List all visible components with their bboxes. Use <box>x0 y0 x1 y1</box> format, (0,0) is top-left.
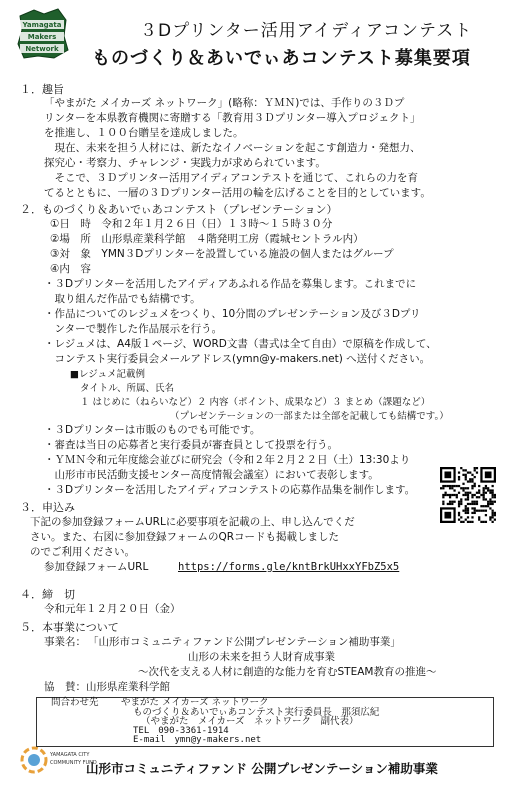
content-bullet: ・３Dプリンターは市販のものでも可能です。 <box>44 424 261 436</box>
section-5-heading: ５．本事業について <box>20 621 119 634</box>
section-1-line: リンターを本県教育機関に寄贈する「教育用３Ｄプリンター導入プロジェクト」 <box>44 112 421 124</box>
content-bullet: ・３Dプリンターを活用したアイディアあふれる作品を募集します。これまでに <box>44 278 417 290</box>
project-subtitle: 山形の未来を担う人財育成事業 <box>188 651 335 663</box>
footer-text: 山形市コミュニティファンド 公開プレゼンテーション補助事業 <box>86 761 438 776</box>
logo-line-1: Yamagata <box>22 21 62 29</box>
resume-heading: ■レジュメ記載例 <box>70 369 146 380</box>
section-3-line: 下記の参加登録フォームURLに必要事項を記載の上、申し込んでくだ <box>30 516 355 528</box>
section-3-heading: ３．申込み <box>20 501 75 514</box>
section-1-heading: １．趣旨 <box>20 83 64 96</box>
section-1-line: 「やまがた メイカーズ ネットワーク」(略称：ＹＭＮ)では、手作りの３Ｄプ <box>44 97 405 109</box>
section-3-line: のでご利用ください。 <box>30 546 135 558</box>
content-bullet: コンテスト実行委員会メールアドレス(ymn@y-makers.net) へ送付ください。 <box>44 353 431 365</box>
section-2-item: ①日 時 令和２年１月２６日（日）１３時～１５時３０分 <box>50 218 333 230</box>
contact-line: やまがた メイカーズ ネットワーク <box>121 697 269 708</box>
logo-line-3: Network <box>25 45 59 53</box>
content-bullet: ・レジュメは、A4版１ページ、WORD文書（書式は全て自由）で原稿を作成して、 <box>44 338 437 350</box>
section-1-line: そこで、３Ｄプリンター活用アイディアコンテストを通じて、これらの力を育 <box>44 172 419 184</box>
content-bullet: ・審査は当日の応募者と実行委員が審査員として投票を行う。 <box>44 439 338 451</box>
section-1-line: 探究心・考察力、チャレンジ・実践力が求められています。 <box>44 157 326 169</box>
content-bullet: ・作品についてのレジュメをつくり、10分間のプレゼンテーション及び３Dプリ <box>44 308 421 320</box>
sponsor: 協 賛：山形県産業科学館 <box>44 681 170 693</box>
project-theme: ～次代を支える人材に創造的な能力を育むSTEAM教育の推進～ <box>138 666 437 678</box>
section-3-line: さい。また、右図に参加登録フォームのQRコードも掲載しました <box>30 531 340 543</box>
qr-code[interactable] <box>440 467 496 523</box>
form-url-link[interactable]: https://forms.gle/kntBrkUHxxYFbZ5x5 <box>178 561 400 573</box>
resume-line: タイトル、所属、氏名 <box>80 383 175 394</box>
content-bullet: 山形市市民活動支援センター高度情報会議室）において表彰します。 <box>44 469 379 481</box>
section-2-item: ②場 所 山形県産業科学館 ４階発明工房（霞城セントラル内） <box>50 233 364 245</box>
contact-label: 問合わせ先 <box>51 697 99 708</box>
contact-wrapper <box>36 697 494 747</box>
contact-email[interactable]: E-mail ymn@y-makers.net <box>133 734 262 745</box>
content-bullet: 取り組んだ作品でも結構です。 <box>44 293 201 305</box>
cf-logo-line-1: YAMAGATA CITY <box>50 752 90 758</box>
content-bullet: ンターで製作した作品展示を行う。 <box>44 323 223 335</box>
logo-line-2: Makers <box>27 33 57 41</box>
content-bullet: ・ＹＭＮ令和元年度総会並びに研究会（令和２年２月２２日（土）13:30より <box>44 454 411 466</box>
page-title-1: ３Dプリンター活用アイディアコンテスト <box>140 21 473 41</box>
contact-phone: TEL 090-3361-1914 <box>133 725 229 736</box>
section-4-heading: ４．締 切 <box>20 588 75 601</box>
section-1-line: を推進し、１００台贈呈を達成しました。 <box>44 127 244 139</box>
section-2-item: ④内 容 <box>50 263 91 275</box>
project-label: 事業名： <box>44 636 86 648</box>
section-1-line: 現在、未来を担う人材には、新たなイノベーションを起こす創造力・発想力、 <box>44 142 421 154</box>
project-name: 「山形市コミュニティファンド公開プレゼンテーション補助事業」 <box>88 636 401 648</box>
deadline-date: 令和元年１２月２０日（金） <box>44 603 181 615</box>
page-title-2: ものづくり＆あいでぃあコンテスト募集要項 <box>92 48 471 69</box>
section-2-item: ③対 象 YMN３Dプリンターを設置している施設の個人またはグループ <box>50 248 394 260</box>
contact-line: ものづくり＆あいでぃあコンテスト実行委員長 那須広紀 <box>133 706 380 718</box>
community-fund-logo <box>20 742 97 790</box>
ymn-logo <box>14 6 70 60</box>
cf-logo-line-2: COMMUNITY FUND <box>50 760 97 766</box>
section-1-line: てるとともに、一層の３Ｄプリンター活用の輪を広げることを目的としています。 <box>44 187 431 199</box>
qr-code-image <box>440 467 496 523</box>
content-bullet: ・３Dプリンターを活用したアイディアコンテストの応募作品集を制作します。 <box>44 484 416 496</box>
form-label: 参加登録フォームURL <box>44 561 149 573</box>
resume-line: １ はじめに（ねらいなど）２ 内容（ポイント、成果など）３ まとめ（課題など） <box>80 397 431 408</box>
contact-line: （やまがた メイカーズ ネットワーク 副代表） <box>141 716 359 727</box>
resume-note: （プレゼンテーションの一部または全部を記載しても結構です。） <box>170 411 449 422</box>
section-2-heading: ２．ものづくり＆あいでぃあコンテスト（プレゼンテーション） <box>20 203 338 216</box>
ymn-logo-shape <box>14 6 70 60</box>
community-fund-logo-shape <box>20 742 97 790</box>
